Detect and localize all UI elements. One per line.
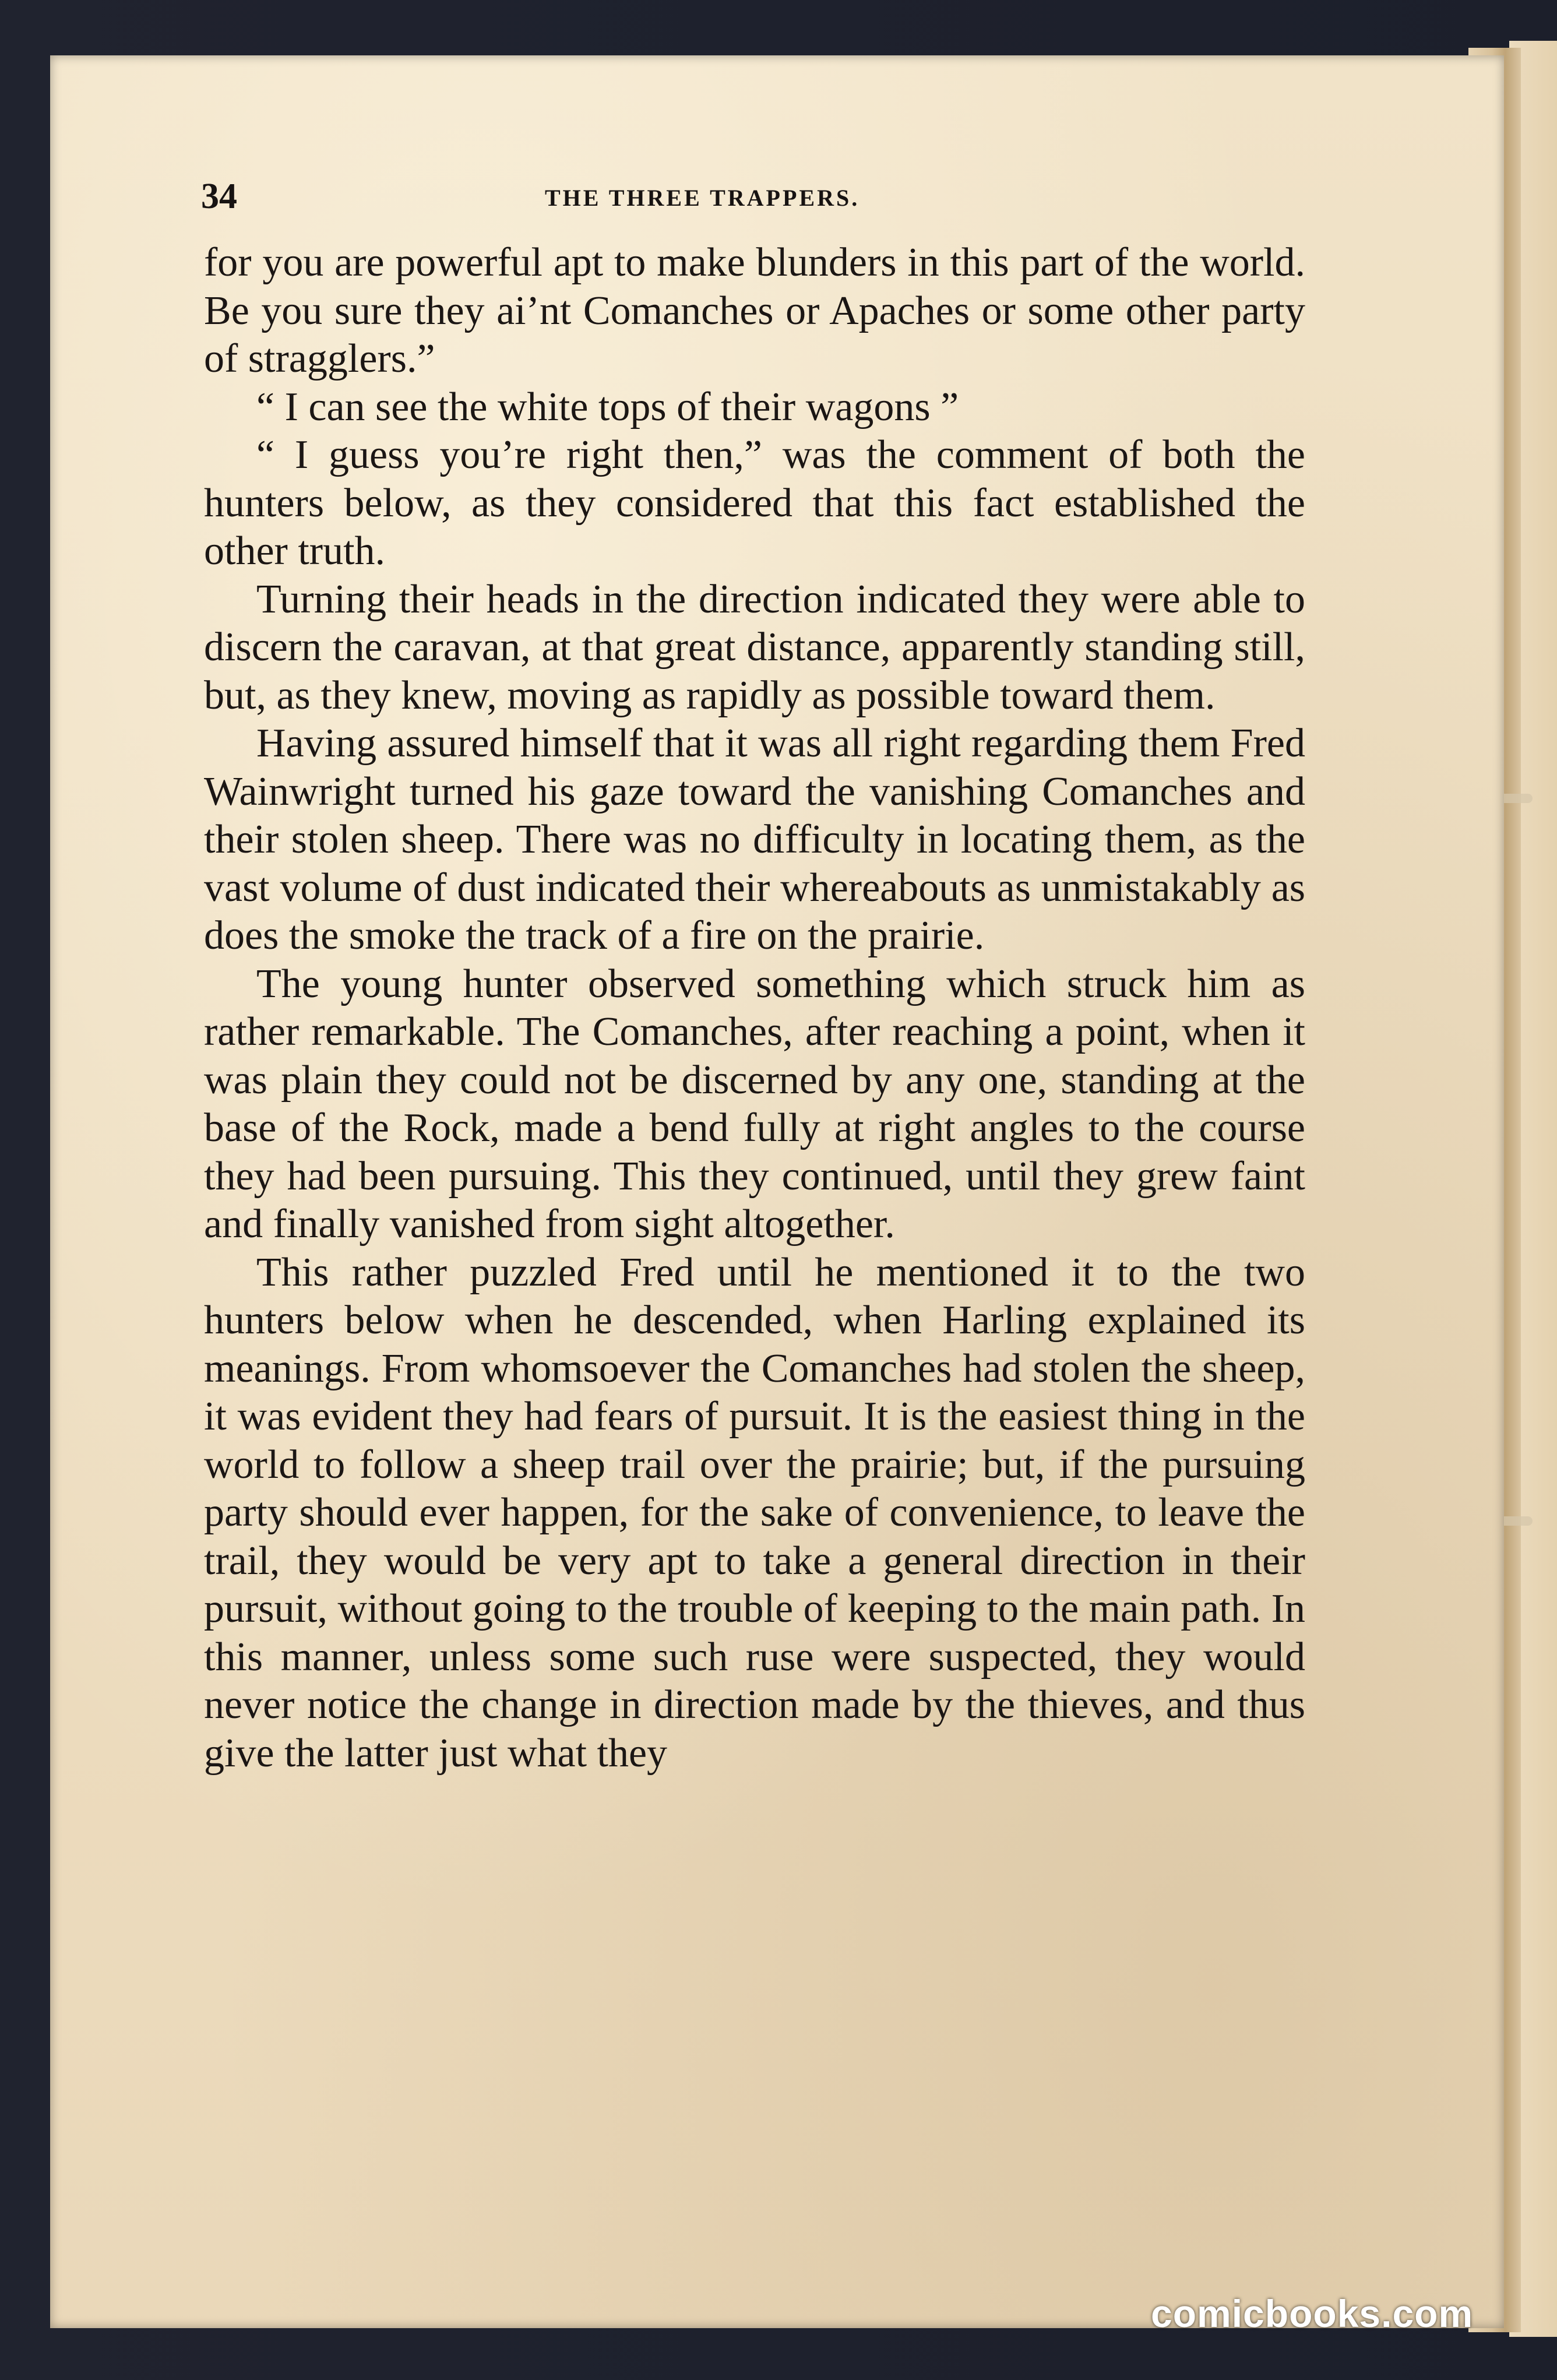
paragraph: “ I guess you’re right then,” was the comment of both the hunters below, as they considered that this fact established the other truth. <box>204 432 1305 573</box>
page-number: 34 <box>201 177 237 216</box>
page-header <box>201 176 1297 223</box>
paragraph: This rather puzzled Fred until he mentioned it to the two hunters below when he descended, when Harling explained its meanings. From whomsoever the Comanches had stolen the sheep, it was evident they had fears of pursuit. It is the easiest thing in the world to follow a sheep trail over the prairie; but, if the pursuing party should ever happen, for the sake of convenience, to leave the trail, they would be very apt to take a general direction in their pursuit, without going to the trouble of keeping to the main path. In this manner, unless some such ruse were suspected, they would never notice the change in direction made by the thieves, and thus give the latter just what they <box>204 1249 1305 1776</box>
paragraph: Having assured himself that it was all right regarding them Fred Wainwright turned his gaze toward the vanishing Comanches and their stolen sheep. There was no difficulty in locating them, as the vast volume of dust indicated their whereabouts as unmistakably as does the smoke the track of a fire on the prairie. <box>204 721 1305 958</box>
running-title: THE THREE TRAPPERS. <box>545 185 860 211</box>
source-watermark: comicbooks.com <box>1151 2292 1474 2335</box>
page-body <box>204 239 1305 1777</box>
paragraph: for you are powerful apt to make blunders in this part of the world. Be you sure they ai’nt Comanches or Apaches or some other party of stragglers.” <box>204 240 1305 381</box>
paragraph: The young hunter observed something which struck him as rather remarkable. The Comanches, after reaching a point, when it was plain they could not be discerned by any one, standing at the base of the Rock, made a bend fully at right angles to the course they had been pursuing. This they continued, until they grew faint and finally vanished from sight altogether. <box>204 961 1305 1247</box>
paragraph: Turning their heads in the direction indicated they were able to discern the caravan, at that great distance, apparently standing still, but, as they knew, moving as rapidly as possible toward them. <box>204 576 1305 718</box>
paragraph: “ I can see the white tops of their wagons ” <box>256 384 959 429</box>
